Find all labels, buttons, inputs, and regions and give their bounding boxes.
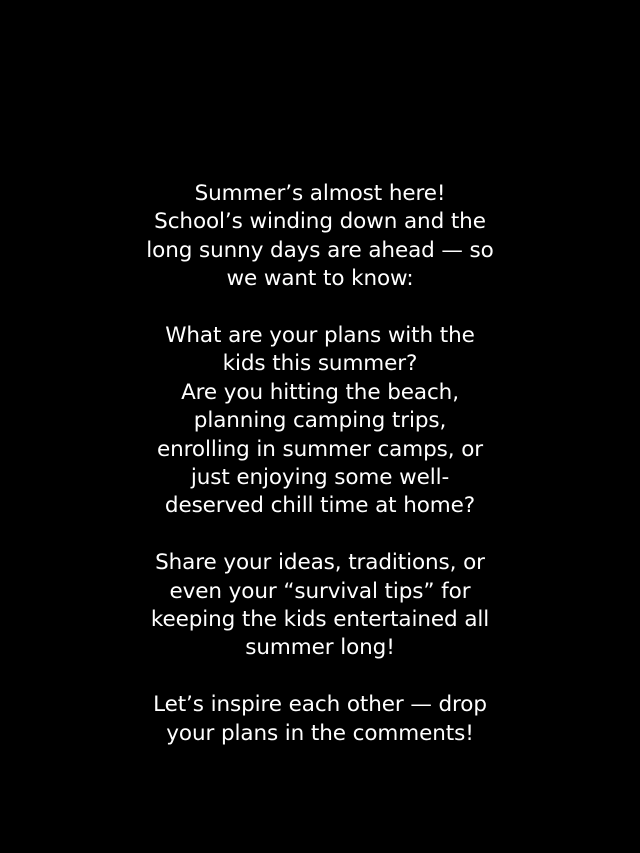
text-line: Share your ideas, traditions, or [155,550,485,576]
text-line: What are your plans with the [165,323,475,349]
text-line: Summer’s almost here! [194,181,446,206]
text-line: your plans in the comments! [166,720,474,746]
text-line: keeping the kids entertained all [150,607,490,633]
text-line: we want to know: [226,266,414,292]
paragraph-spacer [0,663,640,691]
paragraph-call-to-action [0,691,640,748]
text-line: deserved chill time at home? [164,493,476,519]
paragraph-intro [0,180,640,294]
text-line: planning camping trips, [193,408,447,434]
text-line: just enjoying some well- [190,465,450,491]
text-line: kids this summer? [222,351,418,377]
paragraph-share [0,549,640,663]
paragraph-question [0,322,640,521]
text-line: even your “survival tips” for [169,578,471,604]
text-line: Let’s inspire each other — drop [153,692,487,718]
text-line: enrolling in summer camps, or [156,436,483,462]
text-line: summer long! [245,635,395,661]
paragraph-spacer [0,521,640,549]
post-text [0,180,640,748]
text-line: long sunny days are ahead — so [146,237,494,263]
text-line: Are you hitting the beach, [181,379,459,405]
text-line: School’s winding down and the [154,209,486,235]
paragraph-spacer [0,294,640,322]
